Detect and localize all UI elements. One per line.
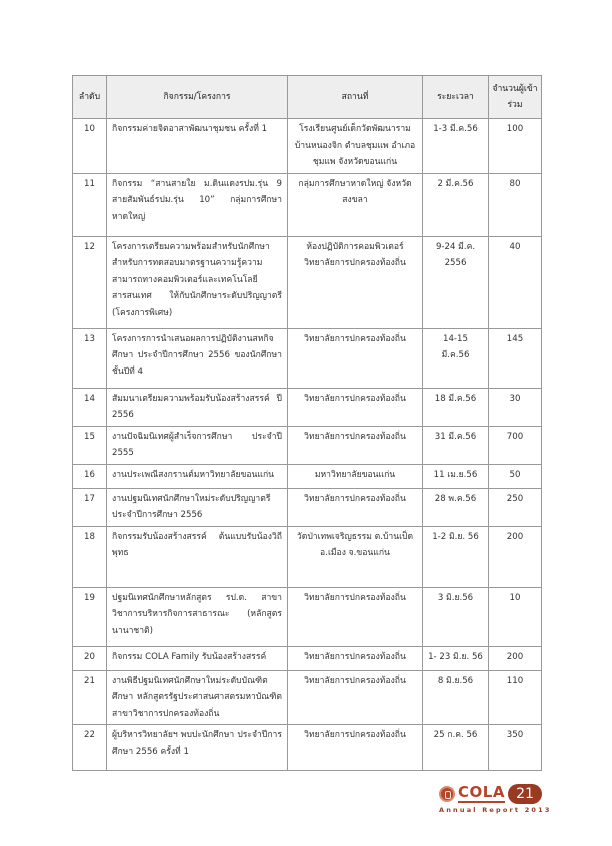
table-row — [73, 488, 542, 526]
row-number: 16 — [73, 464, 107, 488]
row-place: โรงเรียนศูนย์เด็กวัดพัฒนาราม บ้านหนองจิก ตำบลชุมแพ อำเภอชุมแพ จังหวัดขอนแก่น — [288, 119, 423, 174]
row-activity: กิจกรรม “สานสายใย ม.ดินแดงรปม.รุ่น 9 สายสัมพันธ์รปม.รุ่น 10” กลุ่มการศึกษาหาดใหญ่ — [107, 173, 288, 236]
row-number: 15 — [73, 426, 107, 464]
table-row — [73, 426, 542, 464]
row-number: 19 — [73, 587, 107, 646]
row-period: 31 มี.ค.56 — [423, 426, 489, 464]
row-count: 40 — [489, 236, 542, 328]
row-period: 28 พ.ค.56 — [423, 488, 489, 526]
row-period: 25 ก.ค. 56 — [423, 725, 489, 771]
row-activity: ผู้บริหารวิทยาลัยฯ พบปะนักศึกษา ประจำปีการศึกษา 2556 ครั้งที่ 1 — [107, 725, 288, 771]
row-place: วิทยาลัยการปกครองท้องถิ่น — [288, 587, 423, 646]
row-activity: งานประเพณีสงกรานต์มหาวิทยาลัยขอนแก่น — [107, 464, 288, 488]
page-number: 21 — [508, 784, 542, 804]
row-count: 350 — [489, 725, 542, 771]
footer-logo — [436, 783, 552, 818]
row-period: 1- 23 มิ.ย. 56 — [423, 646, 489, 670]
row-period: 1-3 มี.ค.56 — [423, 119, 489, 174]
row-place: วัดป่าเทพเจริญธรรม ต.บ้านเป็ด อ.เมือง จ.ขอนแก่น — [288, 526, 423, 587]
row-number: 11 — [73, 173, 107, 236]
row-place: วิทยาลัยการปกครองท้องถิ่น — [288, 646, 423, 670]
row-place: วิทยาลัยการปกครองท้องถิ่น — [288, 725, 423, 771]
table-row — [73, 670, 542, 725]
row-period: 3 มิ.ย.56 — [423, 587, 489, 646]
table-row — [73, 464, 542, 488]
row-number: 12 — [73, 236, 107, 328]
university-seal-icon — [439, 786, 455, 802]
row-count: 50 — [489, 464, 542, 488]
row-place: มหาวิทยาลัยขอนแก่น — [288, 464, 423, 488]
row-number: 13 — [73, 328, 107, 388]
header-count: จำนวนผู้เข้าร่วม — [489, 76, 542, 119]
row-activity: งานพิธีปฐมนิเทศนักศึกษาใหม่ระดับบัณฑิตศึกษา หลักสูตรรัฐประศาสนศาสตรมหาบัณฑิต สาขาวิชาการปกครองท้องถิ่น — [107, 670, 288, 725]
activities-table — [72, 75, 542, 771]
table-row — [73, 587, 542, 646]
table-row — [73, 173, 542, 236]
row-period: 11 เม.ย.56 — [423, 464, 489, 488]
cola-brand: COLA — [458, 783, 505, 801]
row-activity: โครงการเตรียมความพร้อมสำหรับนักศึกษาสำหรับการทดสอบมาตรฐานความรู้ความสามารถทางคอมพิวเตอร์และเทคโนโลยีสารสนเทศ ให้กับนักศึกษาระดับปริญญาตรี (โครงการพิเศษ) — [107, 236, 288, 328]
row-period: 14-15 มี.ค.56 — [423, 328, 489, 388]
row-period: 8 มิ.ย.56 — [423, 670, 489, 725]
table-row — [73, 388, 542, 426]
row-activity: กิจกรรม COLA Family รับน้องสร้างสรรค์ — [107, 646, 288, 670]
row-number: 22 — [73, 725, 107, 771]
row-count: 10 — [489, 587, 542, 646]
row-activity: ปฐมนิเทศนักศึกษาหลักสูตร รป.ด. สาขาวิชาการบริหารกิจการสาธารณะ (หลักสูตรนานาชาติ) — [107, 587, 288, 646]
table-row — [73, 328, 542, 388]
row-period: 2 มี.ค.56 — [423, 173, 489, 236]
row-activity: งานปัจฉิมนิเทศผู้สำเร็จการศึกษา ประจำปี 2555 — [107, 426, 288, 464]
row-count: 700 — [489, 426, 542, 464]
row-number: 20 — [73, 646, 107, 670]
table-row — [73, 526, 542, 587]
table-row — [73, 646, 542, 670]
row-period: 1-2 มิ.ย. 56 — [423, 526, 489, 587]
row-count: 30 — [489, 388, 542, 426]
row-count: 145 — [489, 328, 542, 388]
header-activity: กิจกรรม/โครงการ — [107, 76, 288, 119]
row-count: 250 — [489, 488, 542, 526]
row-number: 21 — [73, 670, 107, 725]
row-place: วิทยาลัยการปกครองท้องถิ่น — [288, 426, 423, 464]
annual-report-tagline: Annual Report 2013 — [439, 806, 552, 814]
row-place: วิทยาลัยการปกครองท้องถิ่น — [288, 328, 423, 388]
row-count: 80 — [489, 173, 542, 236]
row-place: วิทยาลัยการปกครองท้องถิ่น — [288, 670, 423, 725]
row-period: 18 มี.ค.56 — [423, 388, 489, 426]
row-activity: งานปฐมนิเทศนักศึกษาใหม่ระดับปริญญาตรี ประจำปีการศึกษา 2556 — [107, 488, 288, 526]
row-activity: กิจกรรมค่ายจิตอาสาพัฒนาชุมชน ครั้งที่ 1 — [107, 119, 288, 174]
table-row — [73, 236, 542, 328]
header-no: ลำดับ — [73, 76, 107, 119]
row-activity: โครงการการนำเสนอผลการปฏิบัติงานสหกิจศึกษา ประจำปีการศึกษา 2556 ของนักศึกษาชั้นปีที่ 4 — [107, 328, 288, 388]
row-number: 17 — [73, 488, 107, 526]
row-number: 10 — [73, 119, 107, 174]
row-number: 14 — [73, 388, 107, 426]
row-place: วิทยาลัยการปกครองท้องถิ่น — [288, 488, 423, 526]
row-count: 200 — [489, 646, 542, 670]
row-count: 110 — [489, 670, 542, 725]
row-period: 9-24 มี.ค. 2556 — [423, 236, 489, 328]
row-activity: กิจกรรมรับน้องสร้างสรรค์ ต้นแบบรับน้องวิถีพุทธ — [107, 526, 288, 587]
table-row — [73, 119, 542, 174]
row-place: ห้องปฏิบัติการคอมพิวเตอร์ วิทยาลัยการปกครองท้องถิ่น — [288, 236, 423, 328]
table-header-row — [73, 76, 542, 119]
row-count: 100 — [489, 119, 542, 174]
row-number: 18 — [73, 526, 107, 587]
row-place: วิทยาลัยการปกครองท้องถิ่น — [288, 388, 423, 426]
row-count: 200 — [489, 526, 542, 587]
header-place: สถานที่ — [288, 76, 423, 119]
row-place: กลุ่มการศึกษาหาดใหญ่ จังหวัดสงขลา — [288, 173, 423, 236]
header-period: ระยะเวลา — [423, 76, 489, 119]
table-row — [73, 725, 542, 771]
row-activity: สัมมนาเตรียมความพร้อมรับน้องสร้างสรรค์ ปี 2556 — [107, 388, 288, 426]
